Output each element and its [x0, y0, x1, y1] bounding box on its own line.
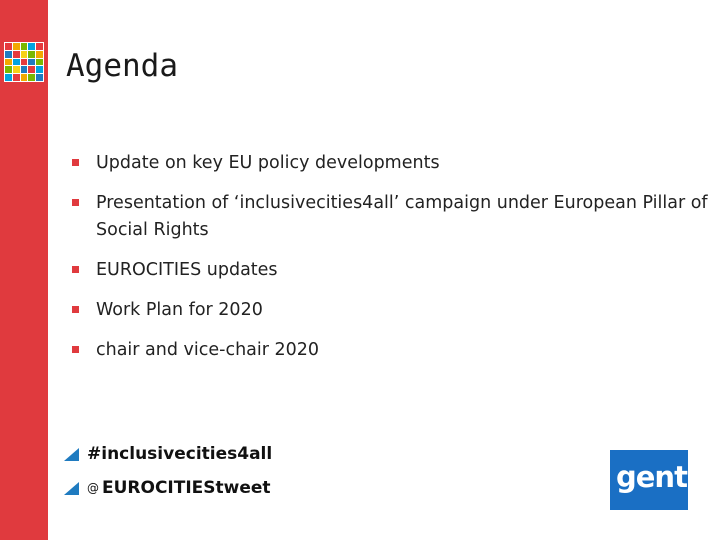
gent-logo-text: gent: [616, 460, 698, 494]
agenda-item-text: chair and vice-chair 2020 [96, 340, 320, 360]
logo-grid-cell [13, 43, 20, 50]
logo-grid-cell [28, 43, 35, 50]
bullet-square-icon [72, 346, 79, 353]
agenda-item-text: Work Plan for 2020 [96, 300, 263, 320]
agenda-item [70, 150, 715, 177]
agenda-list [70, 150, 715, 377]
logo-grid-cell [13, 51, 20, 58]
gent-logo [610, 450, 698, 510]
agenda-item [70, 337, 715, 364]
logo-grid-cell [36, 51, 43, 58]
logo-grid-cell [21, 66, 28, 73]
logo-grid-cell [36, 59, 43, 66]
logo-grid-cell [28, 66, 35, 73]
logo-grid-cell [28, 59, 35, 66]
agenda-item [70, 257, 715, 284]
logo-grid-cell [28, 74, 35, 81]
logo-grid-cell [13, 59, 20, 66]
logo-grid-cell [36, 43, 43, 50]
bullet-square-icon [72, 159, 79, 166]
logo-grid-cell [5, 43, 12, 50]
logo-grid-cell [36, 74, 43, 81]
slide-title: Agenda [66, 48, 178, 84]
logo-grid-cell [28, 51, 35, 58]
triangle-marker-icon [64, 448, 79, 461]
eurocities-logo [4, 42, 44, 82]
logo-grid-cell [21, 59, 28, 66]
logo-grid-cell [5, 51, 12, 58]
agenda-item-text: EUROCITIES updates [96, 260, 278, 280]
logo-grid-cell [21, 51, 28, 58]
agenda-item-text: Update on key EU policy developments [96, 153, 440, 173]
agenda-item [70, 297, 715, 324]
logo-grid-cell [13, 66, 20, 73]
agenda-item-text: Presentation of ‘inclusivecities4all’ campaign under European Pillar of Social Rights [96, 193, 708, 240]
logo-grid-cell [36, 66, 43, 73]
agenda-item [70, 190, 715, 244]
hashtag-line [64, 444, 272, 464]
twitter-line [64, 478, 271, 498]
bullet-square-icon [72, 266, 79, 273]
bullet-square-icon [72, 306, 79, 313]
bullet-square-icon [72, 199, 79, 206]
logo-grid-cell [13, 74, 20, 81]
twitter-handle: EUROCITIEStweet [102, 478, 271, 498]
logo-grid-cell [21, 74, 28, 81]
logo-grid-cell [5, 74, 12, 81]
triangle-marker-icon [64, 482, 79, 495]
hashtag-text: #inclusivecities4all [87, 444, 273, 464]
at-symbol: @ [87, 481, 99, 495]
logo-grid-cell [5, 59, 12, 66]
logo-grid-cell [5, 66, 12, 73]
logo-grid-cell [21, 43, 28, 50]
